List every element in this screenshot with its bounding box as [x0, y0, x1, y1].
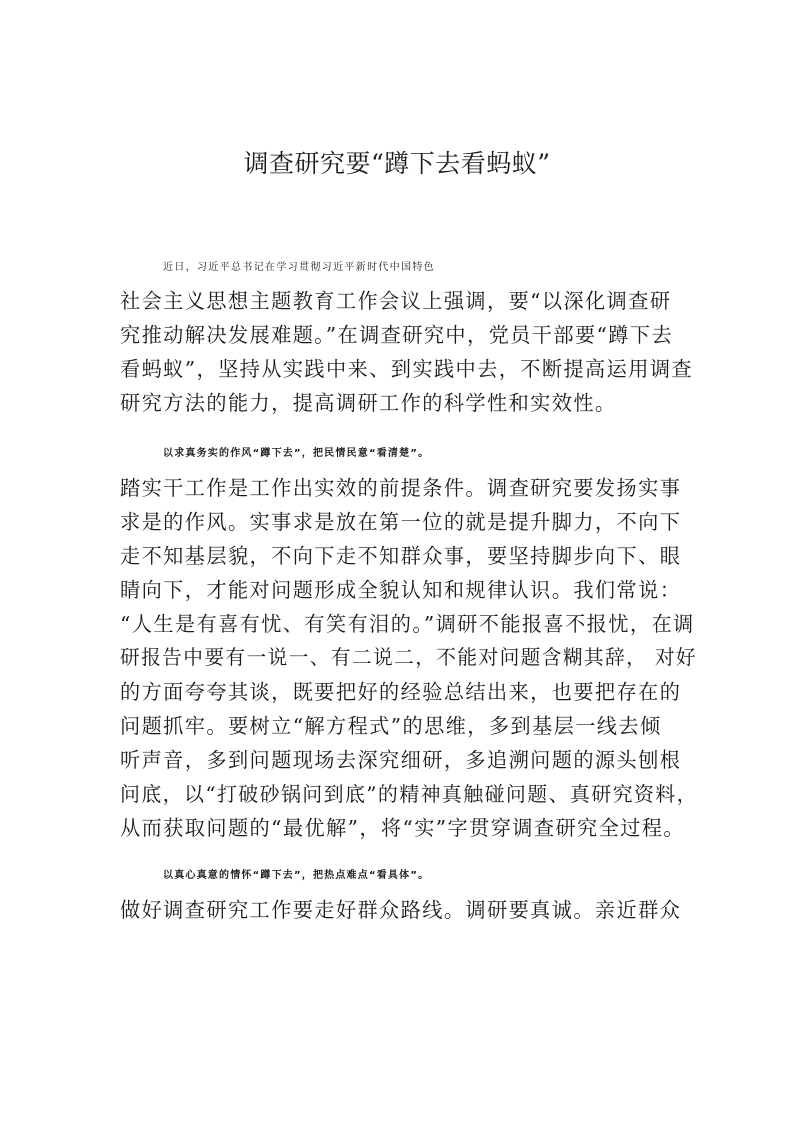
- paragraph-line: 问题抓牢。要树立“解方程式”的思维，多到基层一线去倾: [120, 714, 662, 738]
- section-heading: 以求真务实的作风“蹲下去”，把民情民意“看清楚”。: [163, 448, 430, 459]
- paragraph-line: 走不知基层貌，不向下走不知群众事，要坚持脚步向下、眼: [120, 544, 682, 568]
- section-heading: 以真心真意的情怀“蹲下去”，把热点难点“看具体”。: [163, 870, 430, 881]
- paragraph-line: 做好调查研究工作要走好群众路线。调研要真诚。亲近群众: [120, 898, 682, 922]
- paragraph-line: 的方面夸夸其谈，既要把好的经验总结出来，也要把存在的: [120, 680, 682, 704]
- paragraph-line: “人生是有喜有忧、有笑有泪的。”调研不能报喜不报忧，在调: [120, 612, 695, 636]
- paragraph-line: 研究方法的能力，提高调研工作的科学性和实效性。: [120, 391, 617, 415]
- paragraph-line: 究推动解决发展难题。”在调查研究中，党员干部要“蹲下去: [120, 323, 674, 347]
- paragraph-line: 睛向下，才能对问题形成全貌认知和规律认识。我们常说：: [120, 578, 682, 602]
- paragraph-line: 从而获取问题的“最优解”，将“实”字贯穿调查研究全过程。: [120, 816, 685, 840]
- paragraph-line: 研报告中要有一说一、有二说二，不能对问题含糊其辞， 对好: [120, 646, 698, 669]
- paragraph-line: 看蚂蚁”，坚持从实践中来、到实践中去，不断提高运用调查: [120, 357, 693, 381]
- paragraph-line: 问底，以“打破砂锅问到底”的精神真触碰问题、真研究资料，: [120, 782, 698, 806]
- document-title: 调查研究要“蹲下去看蚂蚁”: [243, 149, 551, 178]
- paragraph-line: 听声音，多到问题现场去深究细研，多追溯问题的源头刨根: [120, 748, 682, 772]
- paragraph-line: 踏实干工作是工作出实效的前提条件。调查研究要发扬实事: [120, 476, 682, 500]
- paragraph-line: 求是的作风。实事求是放在第一位的就是提升脚力，不向下: [120, 510, 682, 534]
- paragraph-line: 近日，习近平总书记在学习贯彻习近平新时代中国特色: [163, 262, 436, 273]
- paragraph-line: 社会主义思想主题教育工作会议上强调，要“以深化调查研: [120, 289, 672, 313]
